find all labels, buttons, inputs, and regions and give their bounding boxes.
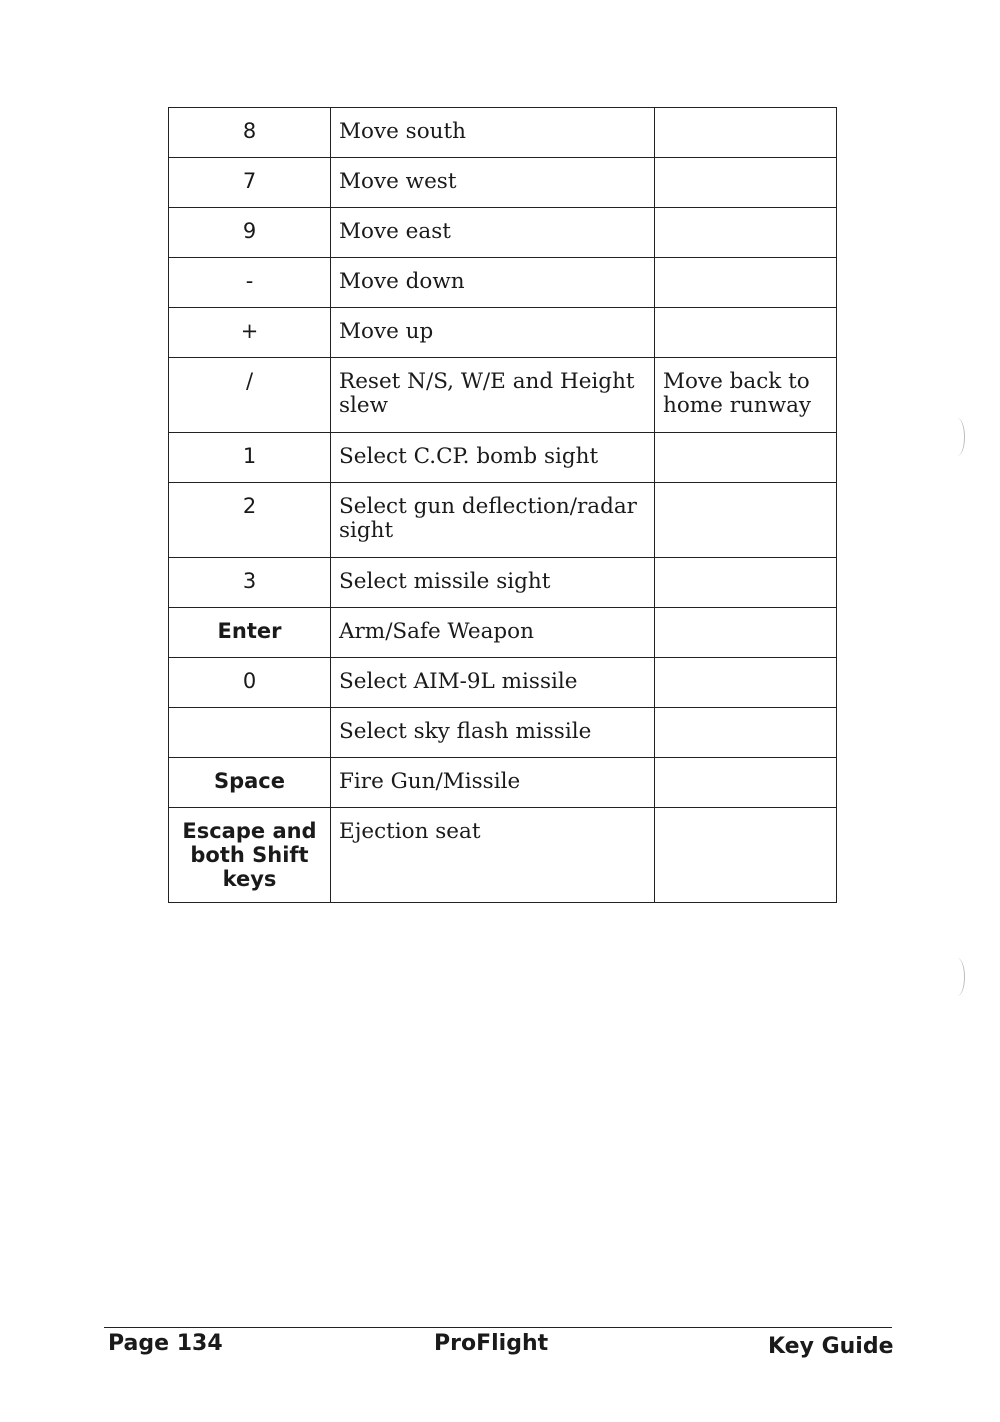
- table-row: [169, 483, 837, 558]
- note-cell: [655, 208, 837, 258]
- key-cell: 3: [169, 558, 331, 608]
- table-row: [169, 258, 837, 308]
- key-cell: Escape and both Shift keys: [169, 808, 331, 903]
- footer-divider: [104, 1327, 892, 1328]
- table-row: [169, 558, 837, 608]
- note-cell: [655, 483, 837, 558]
- note-cell: [655, 608, 837, 658]
- action-cell: Move down: [331, 258, 655, 308]
- binding-hole-mark: [950, 418, 965, 456]
- footer-title: ProFlight: [434, 1331, 549, 1356]
- binding-hole-mark: [950, 958, 965, 996]
- action-cell: Select AIM-9L missile: [331, 658, 655, 708]
- note-cell: [655, 758, 837, 808]
- action-cell: Move west: [331, 158, 655, 208]
- key-cell: [169, 708, 331, 758]
- note-cell: [655, 258, 837, 308]
- table-row: [169, 308, 837, 358]
- table-row: [169, 608, 837, 658]
- table-row: [169, 433, 837, 483]
- action-cell: Fire Gun/Missile: [331, 758, 655, 808]
- action-cell: Move up: [331, 308, 655, 358]
- note-cell: [655, 433, 837, 483]
- action-cell: Arm/Safe Weapon: [331, 608, 655, 658]
- action-cell: Reset N/S, W/E and Height slew: [331, 358, 655, 433]
- action-cell: Select missile sight: [331, 558, 655, 608]
- key-cell: -: [169, 258, 331, 308]
- note-cell: [655, 158, 837, 208]
- action-cell: Select C.CP. bomb sight: [331, 433, 655, 483]
- key-cell: 2: [169, 483, 331, 558]
- key-cell: Enter: [169, 608, 331, 658]
- note-cell: [655, 708, 837, 758]
- table-row: [169, 808, 837, 903]
- footer-section: Key Guide: [768, 1334, 894, 1359]
- page-number: Page 134: [108, 1331, 223, 1356]
- action-cell: Select sky flash missile: [331, 708, 655, 758]
- note-cell: [655, 558, 837, 608]
- note-cell: [655, 658, 837, 708]
- key-cell: /: [169, 358, 331, 433]
- key-cell: 7: [169, 158, 331, 208]
- key-cell: Space: [169, 758, 331, 808]
- table-row: [169, 758, 837, 808]
- table-row: [169, 158, 837, 208]
- key-cell: 9: [169, 208, 331, 258]
- key-cell: 0: [169, 658, 331, 708]
- key-cell: 1: [169, 433, 331, 483]
- key-guide-table: [168, 107, 837, 903]
- action-cell: Move east: [331, 208, 655, 258]
- note-cell: [655, 808, 837, 903]
- action-cell: Move south: [331, 108, 655, 158]
- action-cell: Ejection seat: [331, 808, 655, 903]
- note-cell: Move back to home runway: [655, 358, 837, 433]
- key-cell: +: [169, 308, 331, 358]
- note-cell: [655, 308, 837, 358]
- table-row: [169, 708, 837, 758]
- key-cell: 8: [169, 108, 331, 158]
- table-row: [169, 208, 837, 258]
- note-cell: [655, 108, 837, 158]
- table-row: [169, 358, 837, 433]
- table-row: [169, 658, 837, 708]
- action-cell: Select gun deflection/radar sight: [331, 483, 655, 558]
- table-row: [169, 108, 837, 158]
